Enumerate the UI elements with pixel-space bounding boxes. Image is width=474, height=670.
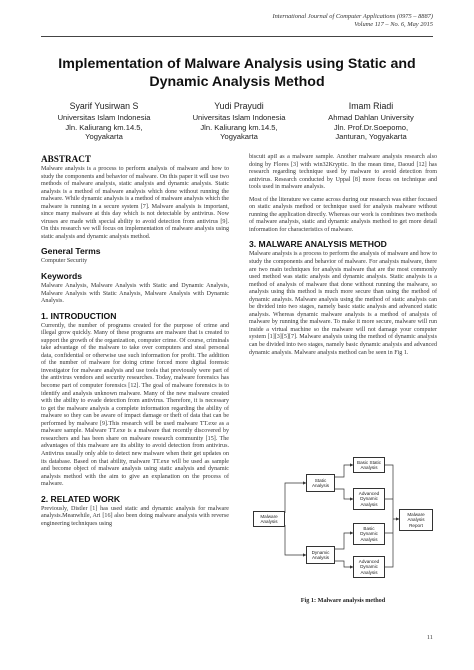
abstract-text: Malware analysis is a process to perform analysis of malware and how to study the components and behavior of malware. On this paper it will use two methods of malware analysis, static analysis and dynamic analysis. Static analysis is a method of malware analysis which done without running the malware. While dynamic analysis is a method of malware analysis which the malware is running in a secure system [7]. Malware analysis is important, since many malware at this day which is not detectable by antivirus. Now viruses are made with special ability to avoid detection from antivirus [9]. On this research we will focus on implementation of malware analysis using static analysis and dynamic analysis method.: [41, 166, 229, 240]
author-name: Yudi Prayudi: [214, 101, 264, 111]
keywords-text: Malware Analysis, Malware Analysis with Static and Dynamic Analysis, Malware Analysis with Static Analysis, Malware Analysis with Dynamic Analysis.: [41, 283, 229, 305]
connector-dynamic-basic: [335, 533, 353, 549]
right-column: [249, 154, 437, 360]
author-block-2: [174, 101, 304, 142]
connector-dynamic-advanced: [335, 561, 353, 567]
introduction-heading: 1. INTRODUCTION: [41, 310, 117, 321]
box-basic-dynamic-analysis: Basic Dynamic Analysis: [353, 523, 385, 545]
figure-caption: Fig 1: Malware analysis method: [300, 597, 386, 604]
introduction-text: Currently, the number of programs created for the purpose of crime and illegal grow quickly. Many of these programs are malware that is created to support the growth of the organization, computer crime. Of course, criminals take advantage of the malware to take over computers and steal personal data, confidential or otherwise use such information for profit. The addition of the number of malware for doing crime forced more digital forensic investigator for malware analysis and use tools that previously were part of the antivirus vendors and security researches. Today, malware forensics has become part of computer forensics [12]. The goal of malware forensics is to identify and analysis unknown malware. Many of the new malware created with the ability to evade detection from antivirus. Therefore, it is necessary to get the malware analysis a complete information regarding the ability of malware so they can be aware of impact damage or theft of data that can be performed by malware [9].This research will be used malware TT.exe as a malware sample. Malware TT.exe is a malware that recently discovered by researchers and has been share on malware research community [15]. The advantages of this malware are its ability to avoid detection from antivirus. Antivirus usually only able to detect new malware when their get updates on its database. Based on that ability, malware TT.exe will be used as sample and become object of malware analysis using static analysis and dynamic analysis method with the aim to give an explanation on the process of malware.: [41, 322, 229, 488]
paper-title: [40, 55, 434, 91]
method-text: Malware analysis is a process to perform the analysis of malware and how to study the components and behavior of malware. For analysis malware, there are two main techniques for analysis malware that are the most commonly used method was static analysis and dynamic analysis. Static analysis is a method of analysis of malware that done without running the malware, so analysis using this method is much more secure than using the method of dynamic analysis. Malware analysis using the method of static analysis can be divided into two stages, namely basic static analysis and advanced static analysis. Whereas dynamic malware analysis is a method of analysis of malware by running the malware. To make it more secure, malware will run inside a virtual machine so the malware will not damage your computer system [1][3][5][7]. Malware analysis using the method of dynamic analysis can be divided into two stages, namely basic dynamic analysis and advanced dynamic analysis. Malware analysis method can be seen in Fig 1.: [249, 251, 437, 356]
box-advanced-dynamic-analysis: Advanced Dynamic Analysis: [353, 556, 385, 578]
general-terms-heading: General Terms: [41, 246, 101, 257]
method-heading: 3. MALWARE ANALYSIS METHOD: [249, 239, 387, 250]
journal-header: [173, 13, 433, 30]
author-name: Syarif Yusirwan S: [69, 101, 139, 111]
connector-static-advanced: [335, 489, 353, 499]
author-name: Imam Riadi: [348, 101, 394, 111]
literature-paragraph: Most of the literature we came across during our research was either focused on static analysis method or technique used for analysis malware without running the application directly. Whereas our work is combines two methods of malware analysis, static and dynamic analysis method to get more detail information for characteristics of malware.: [249, 196, 437, 233]
box-malware-analysis: Malware Analysis: [253, 511, 285, 527]
author-city: Janturan, Yogyakarta: [335, 132, 407, 142]
related-work-continued: biscuit apiI as a malware sample. Another malware analysis research also doing by Flores [3] with win32Kryptic. In the mean time, Daoud [12] has research regarding technique used by malware to avoid detection from antivirus. Research conducted by Uppal [8] more focus on technique and tools used in malware analysis.: [249, 154, 437, 191]
box-advanced-static-analysis: Advanced Dynamic Analysis: [353, 488, 385, 510]
related-work-text: Previously, Distler [1] has used static and dynamic analysis for malware analysis.Meanwhile, Ari [16] also been doing malware analysis with reverse engineering techniques using: [41, 505, 229, 527]
box-basic-static-analysis: Basic Static Analysis: [353, 457, 385, 473]
keywords-heading: Keywords: [41, 271, 83, 282]
connector-ma-static: [285, 483, 306, 513]
related-work-heading: 2. RELATED WORK: [41, 493, 121, 504]
author-affiliation: Ahmad Dahlan University: [328, 113, 414, 122]
title-line1: Implementation of Malware Analysis using Static and: [58, 56, 416, 72]
page-number: 11: [426, 634, 433, 641]
author-city: Yogyakarta: [220, 132, 258, 142]
journal-header-line1: International Journal of Computer Applications (0975 – 8887): [272, 13, 433, 20]
title-line2: Dynamic Analysis Method: [149, 74, 325, 90]
connector-static-basic: [335, 465, 353, 477]
author-affiliation: Universitas Islam Indonesia: [57, 113, 151, 122]
journal-header-line2: Volume 117 – No. 6, May 2015: [354, 21, 433, 29]
header-rule: [41, 36, 433, 37]
author-affiliation: Universitas Islam Indonesia: [192, 113, 286, 122]
author-address: Jln. Prof.Dr.Soepomo,: [333, 122, 409, 132]
author-address: Jln. Kaliurang km.14.5,: [200, 122, 278, 132]
author-address: Jln. Kaliurang km.14.5,: [65, 122, 143, 132]
author-city: Yogyakarta: [85, 132, 123, 142]
box-static-analysis: Static Analysis: [306, 474, 335, 492]
connector-to-report: [385, 465, 399, 567]
box-dynamic-analysis: Dynamic Analysis: [306, 546, 335, 564]
author-block-3: [306, 101, 436, 142]
left-column: [41, 154, 229, 531]
connector-ma-dynamic: [285, 525, 306, 555]
box-malware-analysis-report: Malware Analysis Report: [399, 509, 433, 531]
abstract-heading: ABSTRACT: [41, 154, 92, 164]
author-block-1: [39, 101, 169, 142]
general-terms-text: Computer Security: [41, 258, 88, 265]
malware-analysis-diagram: [249, 455, 437, 583]
